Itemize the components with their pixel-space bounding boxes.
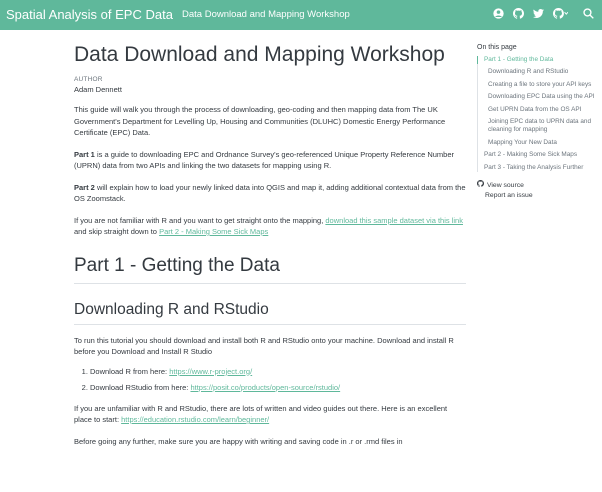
education-link[interactable]: https://education.rstudio.com/learn/beginner/	[121, 415, 270, 424]
toc-item-part1[interactable]: Part 1 - Getting the Data	[477, 56, 595, 64]
intro-paragraph: This guide will walk you through the process of downloading, geo-coding and then mapping data from The UK Government's Department for Levelling Up, Housing and Communities (DLUHC) Domestic Energy Performance Certificate (EPC) Data.	[74, 105, 446, 137]
toc-item-api-keys[interactable]: Creating a file to store your API keys	[488, 80, 592, 88]
part2-paragraph	[74, 182, 466, 205]
user-circle-icon[interactable]	[493, 8, 504, 19]
skip-text-1: If you are not familiar with R and you want to get straight onto the mapping,	[74, 215, 326, 225]
sample-dataset-link[interactable]: download this sample dataset via this link	[325, 215, 463, 225]
author-name: Adam Dennett	[74, 85, 122, 94]
author-label: AUTHOR	[74, 76, 103, 83]
part2-text: will explain how to load your newly linked data into QGIS and map it, adding additional contextual data from the OS Zoomstack.	[74, 182, 466, 203]
toc-item-part2[interactable]: Part 2 - Making Some Sick Maps	[484, 151, 578, 159]
rstudio-link[interactable]: https://posit.co/products/open-source/rstudio/	[190, 382, 341, 392]
github-icon[interactable]	[513, 8, 524, 19]
part1-bold: Part 1	[74, 149, 95, 159]
nav-link-workshop[interactable]: Data Download and Mapping Workshop	[182, 9, 350, 20]
toc-item-part3[interactable]: Part 3 - Taking the Analysis Further	[484, 163, 584, 171]
toc-item-joining-data[interactable]: Joining EPC data to UPRN data and cleaning for mapping	[488, 118, 592, 134]
part2-bold: Part 2	[74, 182, 95, 192]
part2-link[interactable]: Part 2 - Making Some Sick Maps	[159, 227, 269, 236]
toc-item-mapping[interactable]: Mapping Your New Data	[488, 138, 557, 146]
toc-list	[477, 56, 595, 172]
twitter-icon[interactable]	[533, 8, 544, 19]
toc-item-downloading-r[interactable]: Downloading R and RStudio	[488, 68, 569, 76]
github-menu-icon[interactable]	[553, 8, 568, 19]
search-icon[interactable]	[583, 8, 594, 19]
toc-title: On this page	[477, 44, 517, 51]
skip-paragraph	[74, 215, 466, 238]
nav-icons	[493, 8, 594, 19]
step-text: Download RStudio from here:	[90, 382, 191, 392]
unfamiliar-paragraph	[74, 403, 466, 426]
navbar	[0, 0, 602, 30]
list-item	[90, 382, 466, 393]
unfamiliar-text: If you are unfamiliar with R and RStudio, there are lots of written and video guides out there. Here is an excellent place to start:	[74, 403, 448, 424]
toc-item-uprn-data[interactable]: Get UPRN Data from the OS API	[488, 105, 582, 113]
view-source-link[interactable]	[477, 180, 595, 191]
skip-text-2: and skip straight down to	[74, 227, 160, 236]
report-issue-link[interactable]: Report an issue	[485, 192, 533, 200]
toc-item-epc-data[interactable]: Downloading EPC Data using the API	[488, 93, 595, 101]
r-project-link[interactable]: https://www.r-project.org/	[169, 366, 253, 376]
part1-text: is a guide to downloading EPC and Ordnance Survey's geo-referenced Unique Property Reference Number (UPRN) data from two APIs and linking the two datasets for mapping using R.	[74, 149, 454, 170]
view-source-label: View source	[487, 181, 524, 189]
before-paragraph: Before going any further, make sure you are happy with writing and saving code in .r or .rmd files in	[74, 436, 403, 446]
list-item	[90, 366, 466, 377]
download-steps-list	[74, 366, 466, 393]
page-title: Data Download and Mapping Workshop	[74, 43, 445, 66]
part1-paragraph	[74, 149, 466, 172]
toc-tool-links	[477, 180, 595, 201]
site-title-link[interactable]: Spatial Analysis of EPC Data	[6, 7, 173, 22]
github-small-icon	[477, 180, 484, 191]
table-of-contents	[477, 44, 595, 201]
step-text: Download R from here:	[90, 366, 170, 376]
heading-downloading-r: Downloading R and RStudio	[74, 300, 466, 325]
heading-part1: Part 1 - Getting the Data	[74, 254, 466, 284]
install-paragraph: To run this tutorial you should download and install both R and RStudio onto your machine. Download and install R before you Download and Install R Studio	[74, 335, 454, 356]
main-content	[74, 42, 466, 447]
